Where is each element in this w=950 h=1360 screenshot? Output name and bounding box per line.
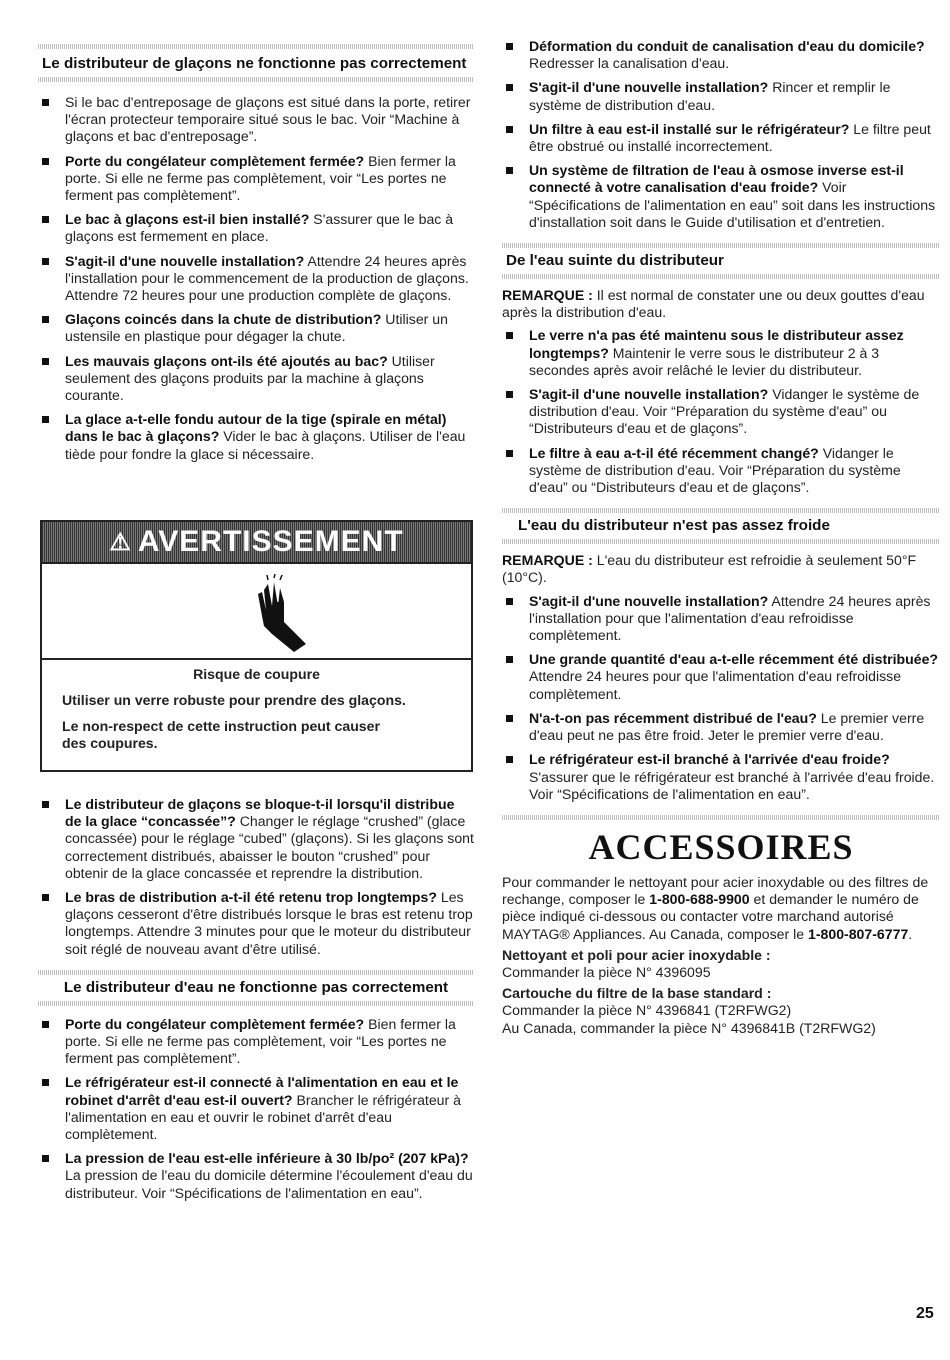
filter-part-canada: Au Canada, commander la pièce N° 4396841B (T2RFWG2)	[502, 1019, 876, 1036]
water-dispenser-list	[38, 1016, 474, 1202]
phone-us: 1-800-688-9900	[649, 891, 750, 908]
phone-canada: 1-800-807-6777	[807, 925, 909, 942]
section-rule	[502, 274, 940, 279]
filter-title: Cartouche du filtre de la base standard :	[502, 985, 772, 1002]
section-rule	[38, 77, 474, 82]
list-item: Les mauvais glaçons ont-ils été ajoutés au bac? Utiliser seulement des glaçons produits par la machine à glaçons courante.	[38, 353, 474, 405]
page-number: 25	[916, 1305, 934, 1322]
list-item: Porte du congélateur complètement fermée? Bien fermer la porte. Si elle ne ferme pas complètement, voir “Les portes ne ferment pas complètement”.	[38, 1016, 474, 1068]
section-title-ice-dispenser: Le distributeur de glaçons ne fonctionne pas correctement	[42, 55, 467, 72]
water-dispenser-list-continued	[502, 38, 940, 231]
note-water-leak: REMARQUE : Il est normal de constater une ou deux gouttes d'eau après la distribution d'eau.	[502, 287, 925, 321]
list-item: Le verre n'a pas été maintenu sous le distributeur assez longtemps? Maintenir le verre sous le distributeur 2 à 3 secondes après avoir relâché le levier du distributeur.	[502, 327, 940, 379]
accessories-intro: Pour commander le nettoyant pour acier inoxydable ou des filtres de rechange, composer le 1-800-688-9900 et demander le numéro de pièce indiqué ci-dessous ou contacter votre marchand autorisé MAYTAG® Appliances. Au Canada, composer le 1-800-807-6777.	[502, 873, 929, 942]
list-item: Un filtre à eau est-il installé sur le réfrigérateur? Le filtre peut être obstrué ou installé incorrectement.	[502, 121, 940, 155]
water-not-cold-list	[502, 593, 940, 803]
water-leak-list	[502, 327, 940, 496]
warning-consequence: Le non-respect de cette instruction peut causer des coupures.	[62, 717, 380, 751]
list-item: La pression de l'eau est-elle inférieure à 30 lb/po² (207 kPa)? La pression de l'eau du domicile détermine l'écoulement d'eau du distributeur. Voir “Spécifications de l'alimentation en eau”.	[38, 1150, 474, 1202]
list-item: Le filtre à eau a-t-il été récemment changé? Vidanger le système de distribution d'eau. Voir “Préparation du système d'eau” ou “Distributeurs d'eau et de glaçons”.	[502, 445, 940, 497]
list-item: Le réfrigérateur est-il branché à l'arrivée d'eau froide? S'assurer que le réfrigérateur est branché à l'arrivée d'eau froide. Voir “Spécifications de l'alimentation en eau”.	[502, 751, 940, 803]
warning-header-text: AVERTISSEMENT	[137, 525, 404, 558]
ice-dispenser-list-continued	[38, 796, 474, 958]
list-item: N'a-t-on pas récemment distribué de l'eau? Le premier verre d'eau peut ne pas être froid. Jeter le premier verre d'eau.	[502, 710, 940, 744]
left-column-lower	[38, 796, 474, 1209]
list-item: S'agit-il d'une nouvelle installation? Attendre 24 heures après l'installation pour le commencement de la production de glaçons. Attendre 72 heures pour une production complète de glaçons.	[38, 253, 474, 305]
note-water-temp: REMARQUE : L'eau du distributeur est refroidie à seulement 50°F (10°C).	[502, 552, 917, 586]
filter-part-us: Commander la pièce N° 4396841 (T2RFWG2)	[502, 1002, 792, 1019]
list-item: S'agit-il d'une nouvelle installation? Attendre 24 heures après l'installation pour que l'alimentation d'eau refroidisse complètement.	[502, 593, 940, 645]
list-item: Si le bac d'entreposage de glaçons est situé dans la porte, retirer l'écran protecteur temporaire situé sous le bac. Voir “Machine à glaçons et bac d'entreposage”.	[38, 94, 474, 146]
hand-cut-icon	[250, 572, 310, 652]
ice-dispenser-list	[38, 94, 474, 463]
list-item: S'agit-il d'une nouvelle installation? Rincer et remplir le système de distribution d'eau.	[502, 79, 940, 113]
section-title-water-leak: De l'eau suinte du distributeur	[506, 252, 724, 270]
section-rule	[502, 815, 940, 820]
warning-header	[42, 522, 471, 564]
section-rule	[502, 539, 940, 544]
section-title-water-dispenser: Le distributeur d'eau ne fonctionne pas correctement	[63, 978, 449, 996]
list-item: S'agit-il d'une nouvelle installation? Vidanger le système de distribution d'eau. Voir “Préparation du système d'eau” ou “Distributeurs d'eau et de glaçons”.	[502, 386, 940, 438]
warning-triangle-icon: ⚠	[109, 528, 132, 556]
list-item: Une grande quantité d'eau a-t-elle récemment été distribuée? Attendre 24 heures pour que l'alimentation d'eau refroidisse complètement.	[502, 651, 940, 703]
list-item: Le distributeur de glaçons se bloque-t-il lorsqu'il distribue de la glace “concassée”? Changer le réglage “crushed” (glace concassée) pour le réglage “cubed” (glaçons). Si les glaçons sont correctement distribués, abaisser le bouton “crushed” pour obtenir de la glace concassée et reprendre la distribution.	[38, 796, 474, 882]
warning-instruction: Utiliser un verre robuste pour prendre des glaçons.	[62, 692, 406, 708]
section-rule	[38, 1001, 474, 1006]
warning-box	[40, 520, 473, 772]
list-item: Glaçons coincés dans la chute de distribution? Utiliser un ustensile en plastique pour dégager la chute.	[38, 311, 474, 345]
accessories-title: ACCESSOIRES	[588, 826, 854, 867]
left-column	[38, 0, 474, 470]
warning-pictogram	[42, 564, 471, 660]
list-item: Un système de filtration de l'eau à osmose inverse est-il connecté à votre canalisation d'eau froide? Voir “Spécifications de l'alimentation en eau” soit dans les instructions d'installation soit dans le Guide d'utilisation et d'entretien.	[502, 162, 940, 231]
list-item: Déformation du conduit de canalisation d'eau du domicile? Redresser la canalisation d'eau.	[502, 38, 940, 72]
list-item: Le bras de distribution a-t-il été retenu trop longtemps? Les glaçons cesseront d'être distribués lorsque le bras est retenu trop longtemps. Attendre 3 minutes pour que le moteur du distributeur soit réglé de nouveau avant d'être utilisé.	[38, 889, 474, 958]
section-title-water-not-cold: L'eau du distributeur n'est pas assez froide	[518, 517, 830, 535]
hazard-type: Risque de coupure	[193, 666, 320, 682]
cleaner-title: Nettoyant et poli pour acier inoxydable :	[502, 946, 771, 963]
list-item: Le réfrigérateur est-il connecté à l'alimentation en eau et le robinet d'arrêt d'eau est-il ouvert? Brancher le réfrigérateur à l'alimentation en eau et ouvrir le robinet d'arrêt d'eau complètement.	[38, 1074, 474, 1143]
right-column	[502, 38, 940, 1037]
cleaner-part: Commander la pièce N° 4396095	[502, 963, 711, 980]
list-item: Porte du congélateur complètement fermée? Bien fermer la porte. Si elle ne ferme pas complètement, voir “Les portes ne ferment pas complètement”.	[38, 153, 474, 205]
list-item: Le bac à glaçons est-il bien installé? S'assurer que le bac à glaçons est fermement en place.	[38, 211, 474, 245]
list-item: La glace a-t-elle fondu autour de la tige (spirale en métal) dans le bac à glaçons? Vider le bac à glaçons. Utiliser de l'eau tiède pour fondre la glace si nécessaire.	[38, 411, 474, 463]
